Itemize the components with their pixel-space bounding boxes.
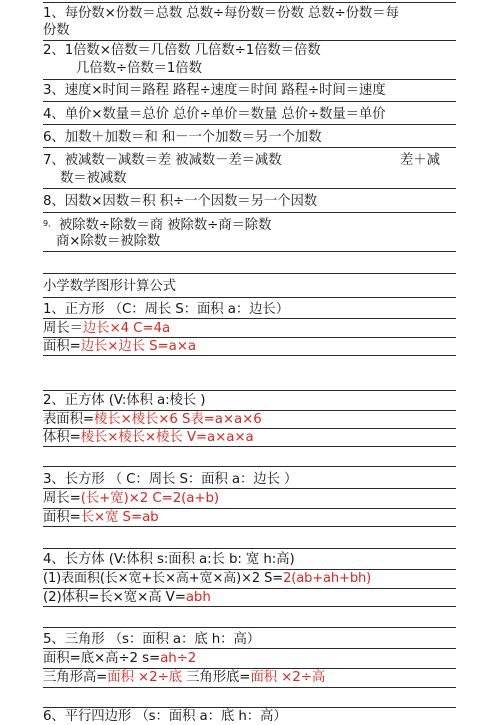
cuboid-volume bbox=[43, 589, 211, 606]
formula-6: 6、加数＋加数＝和 和－一个加数＝另一个加数 bbox=[43, 130, 322, 145]
divider bbox=[43, 212, 456, 213]
divider bbox=[43, 488, 456, 489]
divider bbox=[43, 606, 456, 607]
divider bbox=[43, 318, 456, 319]
square-perimeter-formula: 边长×4 C=4a bbox=[82, 321, 171, 336]
divider bbox=[43, 466, 456, 467]
square-area bbox=[43, 338, 196, 355]
cube-surface-label: 表面积= bbox=[43, 412, 94, 427]
divider bbox=[43, 79, 456, 80]
divider bbox=[43, 648, 456, 649]
divider bbox=[43, 124, 456, 125]
cube-volume-formula: 棱长×棱长×棱长 V=a×a×a bbox=[80, 430, 254, 445]
cube-volume-label: 体积= bbox=[43, 430, 81, 445]
divider bbox=[43, 251, 456, 252]
square-perimeter bbox=[43, 320, 170, 337]
divider bbox=[43, 188, 456, 189]
triangle-height-formula: 面积 ×2÷底 bbox=[107, 670, 182, 685]
cube-volume bbox=[43, 429, 254, 446]
triangle-height-base bbox=[43, 669, 325, 686]
triangle-area bbox=[43, 650, 196, 667]
cube-title: 2、正方体 (V:体积 a:棱长 ) bbox=[43, 393, 206, 408]
formula-2-line-2: 几倍数÷倍数＝1倍数 bbox=[76, 61, 202, 76]
square-perimeter-label: 周长＝ bbox=[43, 321, 83, 336]
divider bbox=[43, 273, 456, 274]
formula-3: 3、速度×时间＝路程 路程÷速度＝时间 路程÷时间＝速度 bbox=[43, 83, 386, 98]
rectangle-area-label: 面积= bbox=[43, 510, 81, 525]
formula-7-line-1: 7、被减数－减数＝差 被减数－差＝减数 bbox=[43, 153, 282, 168]
divider bbox=[43, 627, 456, 628]
formula-2-line-1: 2、1倍数×倍数＝几倍数 几倍数÷1倍数＝倍数 bbox=[43, 43, 321, 58]
cuboid-surface-label: (1)表面积(长×宽+长×高+宽×高)×2 S= bbox=[43, 571, 284, 586]
triangle-title: 5、三角形 （s：面积 a：底 h：高） bbox=[43, 632, 261, 647]
formula-8: 8、因数×因数＝积 积÷一个因数＝另一个因数 bbox=[43, 194, 318, 209]
cuboid-title: 4、长方体 (V:体积 s:面积 a:长 b: 宽 h:高) bbox=[43, 552, 295, 567]
triangle-area-formula: ah÷2 bbox=[160, 651, 197, 666]
square-area-formula: 边长×边长 S=a×a bbox=[80, 339, 196, 354]
cuboid-volume-formula: abh bbox=[185, 590, 211, 605]
section-title: 小学数学图形计算公式 bbox=[43, 279, 176, 294]
formula-4: 4、单价×数量＝总价 总价÷单价＝数量 总价÷数量＝单价 bbox=[43, 107, 386, 122]
rectangle-area bbox=[43, 509, 159, 526]
cuboid-volume-label: (2)体积=长×宽×高 V= bbox=[43, 590, 186, 605]
rectangle-area-formula: 长×宽 S=ab bbox=[80, 510, 159, 525]
divider bbox=[43, 40, 456, 41]
triangle-area-label: 面积=底×高÷2 s= bbox=[43, 651, 161, 666]
divider bbox=[43, 687, 456, 688]
cuboid-surface-formula: 2(ab+ah+bh) bbox=[283, 571, 372, 586]
rectangle-perimeter-label: 周长= bbox=[43, 491, 81, 506]
divider bbox=[43, 548, 456, 549]
formula-7-line-2: 数＝被减数 bbox=[60, 171, 127, 186]
cube-surface-area bbox=[43, 411, 262, 428]
parallelogram-title: 6、平行四边形 （s：面积 a：底 h：高） bbox=[43, 709, 287, 724]
divider bbox=[43, 526, 456, 527]
formula-7-line-1-end: 差＋减 bbox=[400, 153, 440, 168]
formula-9-number: 9、 bbox=[43, 219, 56, 228]
rectangle-title: 3、长方形 （ C：周长 S：面积 a：边长 ） bbox=[43, 472, 298, 487]
triangle-height-label: 三角形高= bbox=[43, 670, 108, 685]
formula-9-line-1 bbox=[43, 215, 271, 234]
divider bbox=[43, 2, 456, 3]
divider bbox=[43, 101, 456, 102]
cuboid-surface-area bbox=[43, 570, 371, 587]
formula-1-line-2: 份数 bbox=[43, 23, 70, 38]
formula-9-text: 被除数÷除数＝商 被除数÷商＝除数 bbox=[58, 218, 272, 233]
divider bbox=[43, 297, 456, 298]
rectangle-perimeter-formula: (长+宽)×2 C=2(a+b) bbox=[80, 491, 220, 506]
divider bbox=[43, 446, 456, 447]
formula-1-line-1: 1、每份数×份数＝总数 总数÷每份数＝份数 总数÷份数＝每 bbox=[43, 6, 399, 21]
divider bbox=[43, 355, 456, 356]
divider bbox=[43, 147, 456, 148]
divider bbox=[43, 390, 456, 391]
triangle-base-label: 三角形底= bbox=[181, 670, 251, 685]
rectangle-perimeter bbox=[43, 490, 219, 507]
cube-surface-formula: 棱长×棱长×6 S表=a×a×6 bbox=[94, 412, 262, 427]
square-title: 1、正方形 （C：周长 S：面积 a：边长） bbox=[43, 302, 290, 317]
square-area-label: 面积= bbox=[43, 339, 81, 354]
triangle-base-formula: 面积 ×2÷高 bbox=[250, 670, 326, 685]
formula-9-line-2: 商×除数＝被除数 bbox=[56, 234, 161, 249]
